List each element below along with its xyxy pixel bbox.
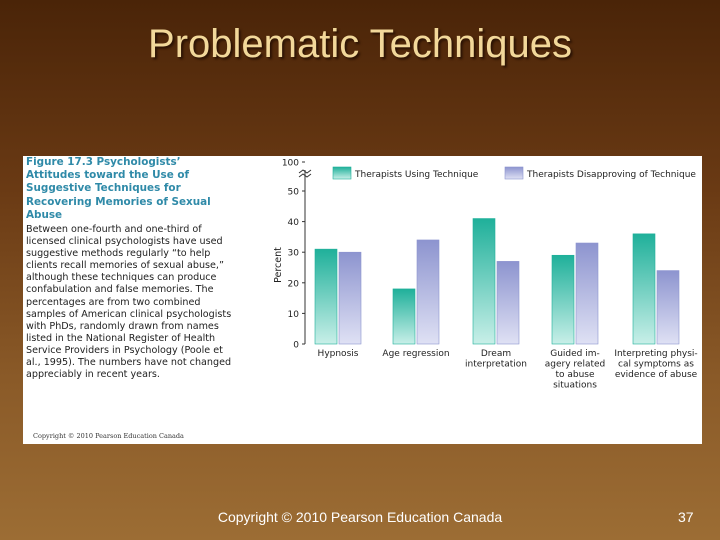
bar-chart [245,156,702,444]
legend-using-label: Therapists Using Technique [355,170,479,180]
bar-using-3 [552,255,574,344]
y-tick-label: 0 [293,340,299,351]
bar-using-2 [473,219,495,344]
x-category-label: Guided im-agery related to abuse situations [544,349,606,391]
y-tick-label: 20 [287,279,299,290]
bar-disapproving-3 [576,243,598,344]
figure-copyright: Copyright © 2010 Pearson Education Canada [33,432,184,440]
figure-caption [26,156,238,381]
y-tick-label: 40 [287,218,299,229]
y-tick-label: 100 [281,158,299,169]
slide-title: Problematic Techniques [148,22,572,66]
page-number: 37 [678,509,694,525]
y-tick-label: 10 [287,309,299,320]
figure-panel [23,156,702,444]
legend-using-swatch [333,167,351,179]
y-tick-label: 50 [287,187,299,198]
bar-disapproving-1 [417,240,439,344]
x-category-label: Age regression [382,349,450,359]
figure-label: Figure 17.3 [26,156,93,168]
bar-using-1 [393,289,415,344]
x-category-label: Hypnosis [317,349,359,359]
bar-disapproving-2 [497,261,519,344]
x-category-label: Dream interpretation [464,349,528,370]
bar-disapproving-0 [339,252,361,344]
figure-caption-title [26,156,238,222]
bar-using-4 [633,234,655,344]
x-category-label: Interpreting physi-cal symptoms as evidence of abuse [614,349,698,380]
bar-using-0 [315,249,337,344]
slide-footer: Copyright © 2010 Pearson Education Canada [217,509,503,525]
y-axis-label: Percent [273,247,284,283]
legend-disapproving-label: Therapists Disapproving of Technique [527,170,696,180]
figure-title: Psychologists’ Attitudes toward the Use of Suggestive Techniques for Recovering Memories of Sexual Abuse [26,156,211,221]
figure-body: Between one-fourth and one-third of licensed clinical psychologists have used suggestive methods regularly “to help clients recall memories of sexual abuse,” although these techniques can produce confabulation and false memories. The percentages are from two combined samples of American clinical psychologists with PhDs, randomly drawn from names listed in the National Register of Health Service Providers in Psychology (Poole et al., 1995). The numbers have not changed appreciably in recent years. [26,224,232,381]
legend-disapproving-swatch [505,167,523,179]
bar-disapproving-4 [657,271,679,344]
y-tick-label: 30 [287,248,299,259]
